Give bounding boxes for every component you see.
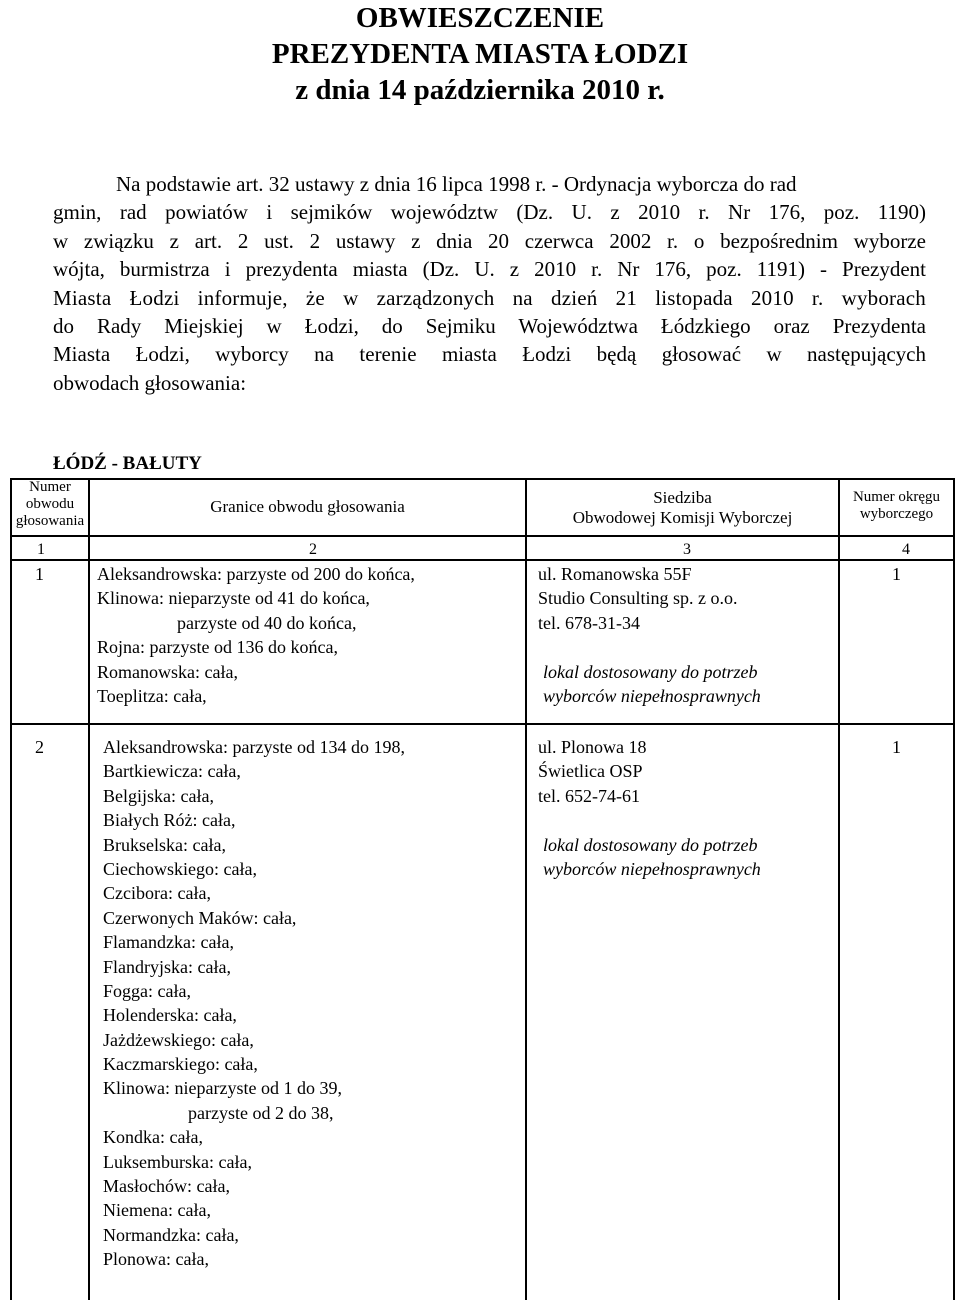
seat-line: Świetlica OSP [538,761,643,782]
title-line-3: z dnia 14 października 2010 r. [295,74,665,106]
table-right-border [953,478,955,1300]
boundary-line: Kondka: cała, [103,1127,203,1148]
boundary-line: Luksemburska: cała, [103,1151,252,1172]
boundary-line: Ciechowskiego: cała, [103,858,257,879]
intro-line: Miasta Łodzi informuje, że w zarządzonych na dzień 21 listopada 2010 r. wyborach [53,285,926,310]
header-district-number: Numer okręgu wyborczego [852,489,941,522]
table-divider-3 [838,478,840,1300]
boundary-line: Romanowska: cała, [97,661,238,682]
table-row-seat [538,735,647,808]
boundary-line: Fogga: cała, [103,980,191,1001]
document-title [0,0,960,108]
boundary-line: Plonowa: cała, [103,1249,209,1270]
boundary-line: Rojna: parzyste od 136 do końca, [97,637,338,658]
boundary-line: Holenderska: cała, [103,1005,237,1026]
boundary-line: Masłochów: cała, [103,1176,230,1197]
intro-paragraph [53,170,926,397]
boundary-line: Jażdżewskiego: cała, [103,1029,254,1050]
title-line-2: PREZYDENTA MIASTA ŁODZI [271,38,689,70]
boundary-line: parzyste od 2 do 38, [188,1102,334,1123]
boundary-line: Klinowa: nieparzyste od 41 do końca, [97,588,370,609]
table-row-number: 2 [35,737,44,757]
table-left-border [10,478,12,1300]
colnum-bottom-border [10,559,955,561]
intro-line: wójta, burmistrza i prezydenta miasta (Dz. U. z 2010 r. Nr 176, poz. 1191) - Prezydent [53,257,926,282]
boundary-line: Belgijska: cała, [103,785,214,806]
header-polling-number: Numer obwodu głosowania [15,479,85,529]
title-line-1: OBWIESZCZENIE [355,2,605,34]
intro-line: gmin, rad powiatów i sejmików województw (Dz. U. z 2010 r. Nr 176, poz. 1190) [53,200,926,225]
boundary-line: Klinowa: nieparzyste od 1 do 39, [103,1078,342,1099]
table-row-number: 1 [35,564,44,584]
seat-line: tel. 678-31-34 [538,612,640,633]
intro-line: w związku z art. 2 ust. 2 ustawy z dnia 20 czerwca 2002 r. o bezpośrednim wyborze [53,228,926,253]
column-number: 2 [309,541,317,558]
table-divider-1 [88,478,90,1300]
table-row-district-number: 1 [892,564,901,584]
boundary-line: Białych Róż: cała, [103,810,236,831]
row-separator [10,723,955,725]
table-row-seat [538,562,738,635]
column-number: 3 [683,541,691,558]
intro-line: obwodach głosowania: [53,370,247,395]
boundary-line: Aleksandrowska: parzyste od 200 do końca, [97,564,415,584]
boundary-line: Aleksandrowska: parzyste od 134 do 198, [103,737,405,757]
intro-line: do Rady Miejskiej w Łodzi, do Sejmiku Województwa Łódzkiego oraz Prezydenta [53,313,926,338]
boundary-line: Toeplitza: cała, [97,685,207,706]
header-seat: Siedziba Obwodowej Komisji Wyborczej [572,488,793,527]
boundary-line: Kaczmarskiego: cała, [103,1054,258,1075]
seat-line: Studio Consulting sp. z o.o. [538,588,738,609]
header-boundaries: Granice obwodu głosowania [210,497,405,516]
seat-line: ul. Plonowa 18 [538,737,647,757]
accessibility-note: lokal dostosowany do potrzeb wyborców niepełnosprawnych [543,835,761,880]
header-bottom-border [10,535,955,537]
district-heading: ŁÓDŹ - BAŁUTY [53,453,202,474]
table-row-district-number: 1 [892,737,901,757]
boundary-line: Niemena: cała, [103,1200,211,1221]
table-top-border [10,478,955,480]
boundary-line: Czcibora: cała, [103,883,211,904]
seat-line: ul. Romanowska 55F [538,564,692,584]
boundary-line: Normandzka: cała, [103,1224,239,1245]
boundary-line: Brukselska: cała, [103,834,226,855]
intro-line: Miasta Łodzi, wyborcy na terenie miasta Łodzi będą głosować w następujących [53,342,926,367]
boundary-line: Bartkiewicza: cała, [103,761,241,782]
accessibility-note: lokal dostosowany do potrzeb wyborców niepełnosprawnych [543,662,761,707]
boundary-line: parzyste od 40 do końca, [177,612,357,633]
boundary-line: Flandryjska: cała, [103,956,231,977]
boundary-line: Czerwonych Maków: cała, [103,907,297,928]
boundary-line: Flamandzka: cała, [103,932,234,953]
intro-line: Na podstawie art. 32 ustawy z dnia 16 lipca 1998 r. - Ordynacja wyborcza do rad [116,172,797,196]
table-row-boundaries [97,562,415,708]
seat-line: tel. 652-74-61 [538,785,640,806]
table-row-boundaries [103,735,405,1272]
table-divider-2 [525,478,527,1300]
column-number: 1 [37,541,45,558]
column-number: 4 [902,541,910,558]
